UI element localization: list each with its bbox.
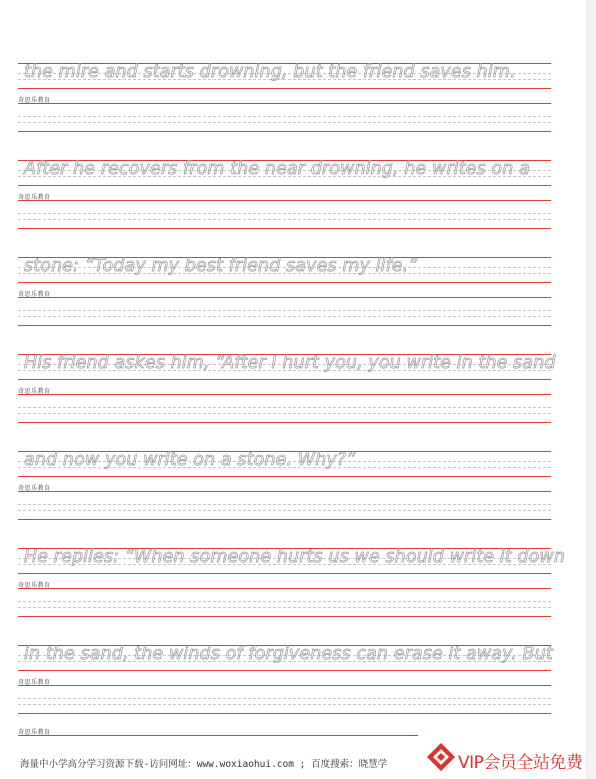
watermark-text: 奇思乐教育 bbox=[18, 388, 51, 395]
trace-line-5: and now you write on a stone. Why?” bbox=[24, 450, 356, 470]
writing-block bbox=[0, 156, 596, 253]
watermark-text: 奇思乐教育 bbox=[18, 97, 51, 104]
watermark-text: 奇思乐教育 bbox=[18, 729, 51, 736]
writing-block bbox=[0, 447, 596, 544]
trace-line-2: After he recovers from the near drowning, he writes on a bbox=[24, 159, 530, 179]
vip-badge[interactable] bbox=[426, 740, 594, 776]
writing-block bbox=[0, 641, 596, 738]
watermark-text: 奇思乐教育 bbox=[18, 194, 51, 201]
diamond-icon bbox=[426, 742, 456, 772]
watermark-text: 奇思乐教育 bbox=[18, 582, 51, 589]
watermark-text: 奇思乐教育 bbox=[18, 291, 51, 298]
writing-block bbox=[0, 59, 596, 156]
writing-block bbox=[0, 253, 596, 350]
trace-line-4: His friend askes him, “After I hurt you, you write in the sand bbox=[24, 353, 556, 373]
watermark-text: 奇思乐教育 bbox=[18, 679, 51, 686]
writing-block bbox=[0, 350, 596, 447]
trace-line-7: in the sand, the winds of forgiveness can erase it away. But bbox=[24, 644, 553, 664]
writing-block bbox=[0, 544, 596, 641]
scrollbar[interactable] bbox=[586, 0, 596, 779]
trace-line-6: He replies: “When someone hurts us we should write it down bbox=[24, 547, 566, 567]
trace-line-1: the mire and starts drowning, but the friend saves him. bbox=[24, 62, 516, 82]
trace-line-3: stone: “Today my best friend saves my life.” bbox=[24, 256, 418, 276]
footer-text: 海量中小学高分学习资源下载-访问网址：www.woxiaohui.com ; 百度搜索：晓慧学 bbox=[20, 759, 388, 770]
vip-label[interactable]: VIP会员全站免费 bbox=[458, 753, 583, 773]
watermark-text: 奇思乐教育 bbox=[18, 485, 51, 492]
bottom-rule bbox=[18, 735, 418, 736]
